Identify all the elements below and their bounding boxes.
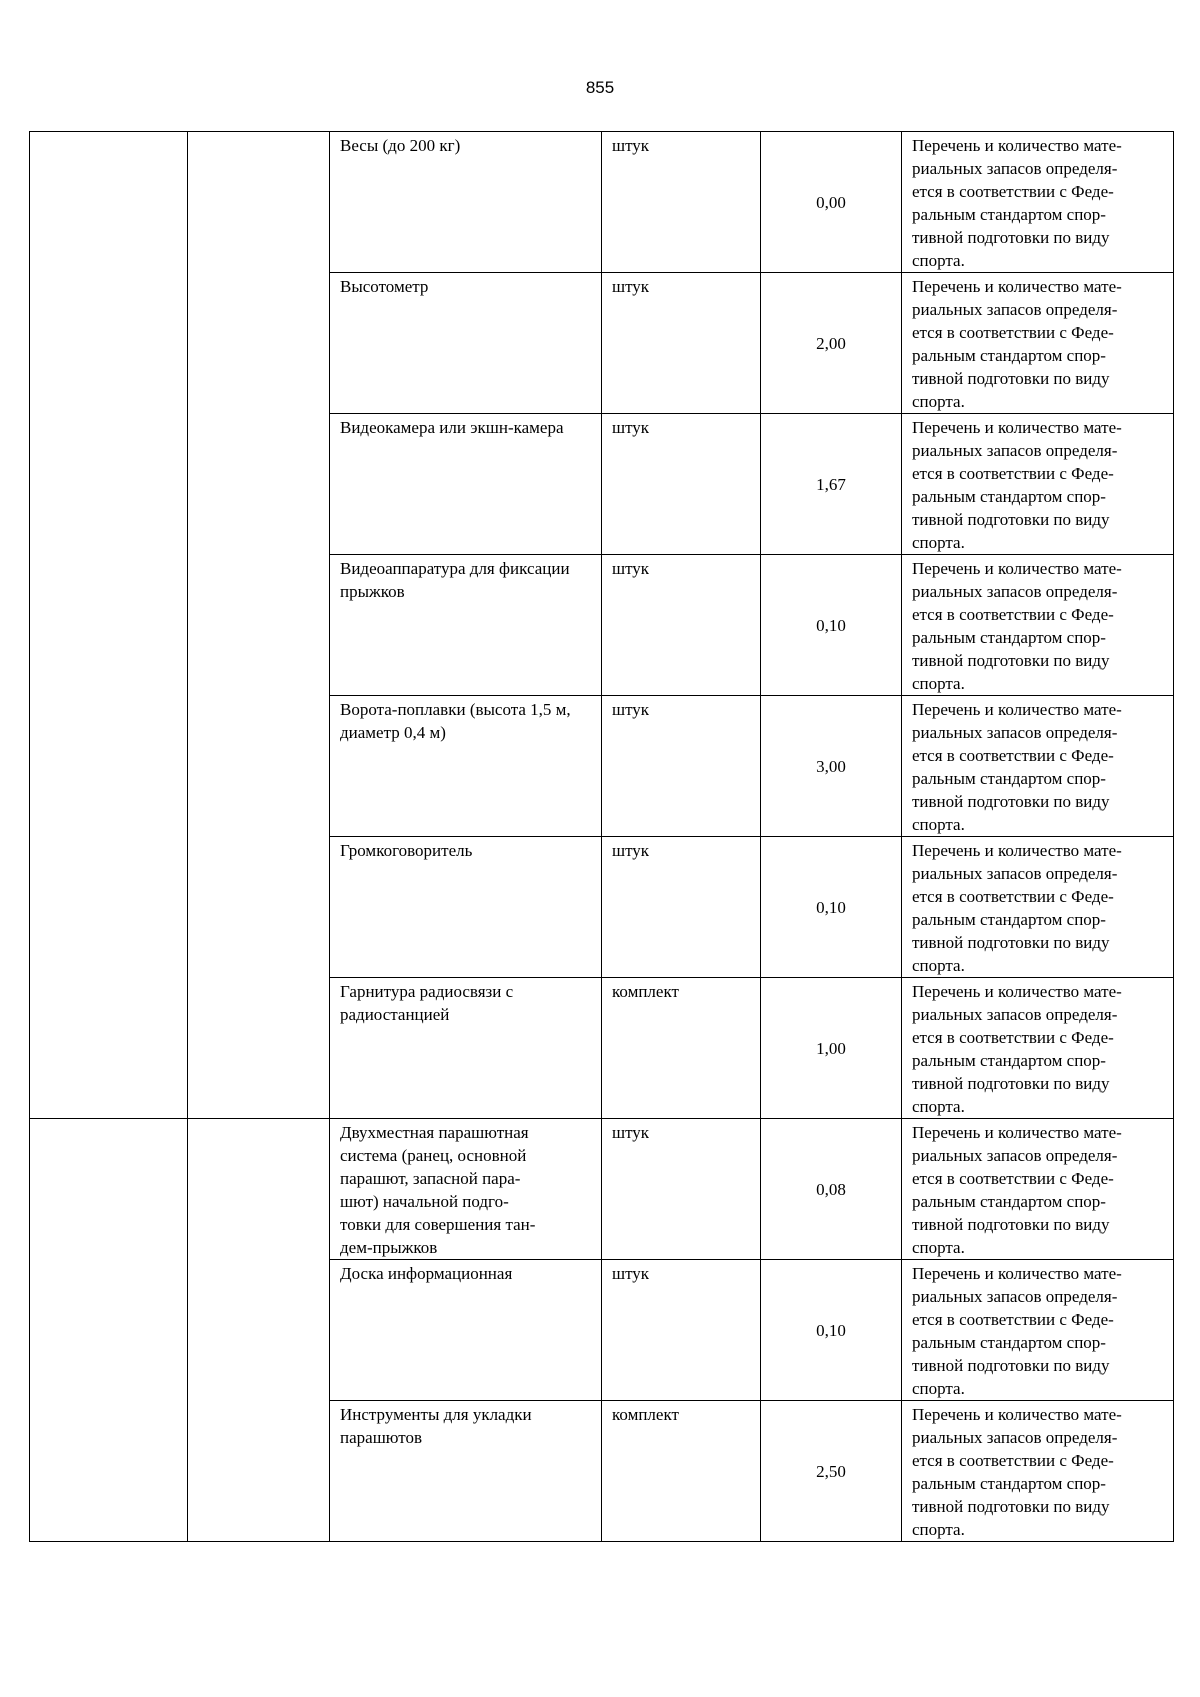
item-name-line: шют) начальной подго- [340, 1192, 509, 1211]
item-name-cell: Видеокамера или экшн-камера [330, 414, 602, 555]
note-line: спорта. [912, 1520, 965, 1539]
note-line: риальных запасов определя- [912, 1005, 1118, 1024]
quantity-cell: 3,00 [761, 696, 902, 837]
unit-cell: комплект [602, 978, 761, 1119]
note-cell [902, 273, 1174, 414]
note-line: риальных запасов определя- [912, 300, 1118, 319]
item-name-line: Двухместная парашютная [340, 1123, 529, 1142]
quantity-cell: 0,10 [761, 555, 902, 696]
note-line: ется в соответствии с Феде- [912, 182, 1114, 201]
item-name-line: товки для совершения тан- [340, 1215, 536, 1234]
item-name-line: парашют, запасной пара- [340, 1169, 521, 1188]
materials-table [29, 131, 1174, 1542]
materials-table-body [30, 132, 1174, 1542]
unit-cell: штук [602, 414, 761, 555]
table-row [30, 1119, 1174, 1260]
note-line: спорта. [912, 956, 965, 975]
note-line: ется в соответствии с Феде- [912, 1310, 1114, 1329]
note-line: тивной подготовки по виду [912, 1074, 1110, 1093]
note-line: спорта. [912, 1238, 965, 1257]
note-line: ется в соответствии с Феде- [912, 1028, 1114, 1047]
note-line: ется в соответствии с Феде- [912, 323, 1114, 342]
note-line: риальных запасов определя- [912, 723, 1118, 742]
note-line: спорта. [912, 533, 965, 552]
group-cell-category [188, 1119, 330, 1542]
item-name-cell: Ворота-поплавки (высота 1,5 м, диаметр 0,4 м) [330, 696, 602, 837]
group-cell-category [188, 132, 330, 1119]
note-line: Перечень и количество мате- [912, 982, 1122, 1001]
unit-cell: комплект [602, 1401, 761, 1542]
page-number: 855 [585, 78, 615, 97]
note-cell [902, 1401, 1174, 1542]
note-cell [902, 1260, 1174, 1401]
note-cell [902, 837, 1174, 978]
note-line: риальных запасов определя- [912, 441, 1118, 460]
note-line: ральным стандартом спор- [912, 1333, 1106, 1352]
quantity-cell: 2,00 [761, 273, 902, 414]
unit-cell: штук [602, 1119, 761, 1260]
note-line: Перечень и количество мате- [912, 418, 1122, 437]
item-name-cell: Громкоговоритель [330, 837, 602, 978]
quantity-cell: 0,00 [761, 132, 902, 273]
note-cell [902, 978, 1174, 1119]
note-line: ется в соответствии с Феде- [912, 887, 1114, 906]
note-line: ется в соответствии с Феде- [912, 746, 1114, 765]
note-line: тивной подготовки по виду [912, 933, 1110, 952]
item-name-cell: Гарнитура радиосвязи с радиостанцией [330, 978, 602, 1119]
note-line: риальных запасов определя- [912, 1428, 1118, 1447]
note-line: спорта. [912, 1379, 965, 1398]
note-line: ральным стандартом спор- [912, 1051, 1106, 1070]
note-line: риальных запасов определя- [912, 864, 1118, 883]
note-line: спорта. [912, 392, 965, 411]
quantity-cell: 0,10 [761, 1260, 902, 1401]
note-line: ральным стандартом спор- [912, 910, 1106, 929]
unit-cell: штук [602, 555, 761, 696]
note-line: тивной подготовки по виду [912, 792, 1110, 811]
unit-cell: штук [602, 132, 761, 273]
note-line: Перечень и количество мате- [912, 559, 1122, 578]
item-name-cell [330, 1119, 602, 1260]
note-line: тивной подготовки по виду [912, 228, 1110, 247]
item-name-cell: Весы (до 200 кг) [330, 132, 602, 273]
note-line: тивной подготовки по виду [912, 651, 1110, 670]
unit-cell: штук [602, 1260, 761, 1401]
note-line: ральным стандартом спор- [912, 1192, 1106, 1211]
note-cell [902, 1119, 1174, 1260]
note-line: спорта. [912, 674, 965, 693]
note-line: спорта. [912, 251, 965, 270]
note-line: ральным стандартом спор- [912, 769, 1106, 788]
note-line: Перечень и количество мате- [912, 1264, 1122, 1283]
unit-cell: штук [602, 273, 761, 414]
item-name-cell: Высотометр [330, 273, 602, 414]
note-line: риальных запасов определя- [912, 582, 1118, 601]
note-line: тивной подготовки по виду [912, 1497, 1110, 1516]
note-line: спорта. [912, 815, 965, 834]
unit-cell: штук [602, 837, 761, 978]
note-line: ральным стандартом спор- [912, 1474, 1106, 1493]
item-name-line: дем-прыжков [340, 1238, 438, 1257]
note-line: ральным стандартом спор- [912, 487, 1106, 506]
note-cell [902, 555, 1174, 696]
note-cell [902, 414, 1174, 555]
note-line: ется в соответствии с Феде- [912, 1451, 1114, 1470]
note-line: тивной подготовки по виду [912, 1215, 1110, 1234]
note-line: спорта. [912, 1097, 965, 1116]
note-line: тивной подготовки по виду [912, 369, 1110, 388]
group-cell-number [30, 132, 188, 1119]
note-cell [902, 132, 1174, 273]
group-cell-number [30, 1119, 188, 1542]
quantity-cell: 0,08 [761, 1119, 902, 1260]
note-line: ется в соответствии с Феде- [912, 1169, 1114, 1188]
note-line: Перечень и количество мате- [912, 136, 1122, 155]
note-line: Перечень и количество мате- [912, 700, 1122, 719]
note-line: риальных запасов определя- [912, 159, 1118, 178]
note-line: ется в соответствии с Феде- [912, 464, 1114, 483]
note-line: ется в соответствии с Феде- [912, 605, 1114, 624]
quantity-cell: 2,50 [761, 1401, 902, 1542]
note-line: ральным стандартом спор- [912, 628, 1106, 647]
item-name-cell: Видеоаппаратура для фиксации прыжков [330, 555, 602, 696]
note-line: Перечень и количество мате- [912, 1405, 1122, 1424]
item-name-line: система (ранец, основной [340, 1146, 527, 1165]
note-line: ральным стандартом спор- [912, 346, 1106, 365]
quantity-cell: 1,00 [761, 978, 902, 1119]
quantity-cell: 1,67 [761, 414, 902, 555]
note-line: Перечень и количество мате- [912, 277, 1122, 296]
unit-cell: штук [602, 696, 761, 837]
quantity-cell: 0,10 [761, 837, 902, 978]
note-line: тивной подготовки по виду [912, 510, 1110, 529]
note-line: риальных запасов определя- [912, 1146, 1118, 1165]
item-name-cell: Доска информационная [330, 1260, 602, 1401]
note-line: риальных запасов определя- [912, 1287, 1118, 1306]
note-line: ральным стандартом спор- [912, 205, 1106, 224]
note-line: Перечень и количество мате- [912, 1123, 1122, 1142]
note-line: тивной подготовки по виду [912, 1356, 1110, 1375]
note-cell [902, 696, 1174, 837]
note-line: Перечень и количество мате- [912, 841, 1122, 860]
item-name-cell: Инструменты для укладки парашютов [330, 1401, 602, 1542]
table-row [30, 132, 1174, 273]
